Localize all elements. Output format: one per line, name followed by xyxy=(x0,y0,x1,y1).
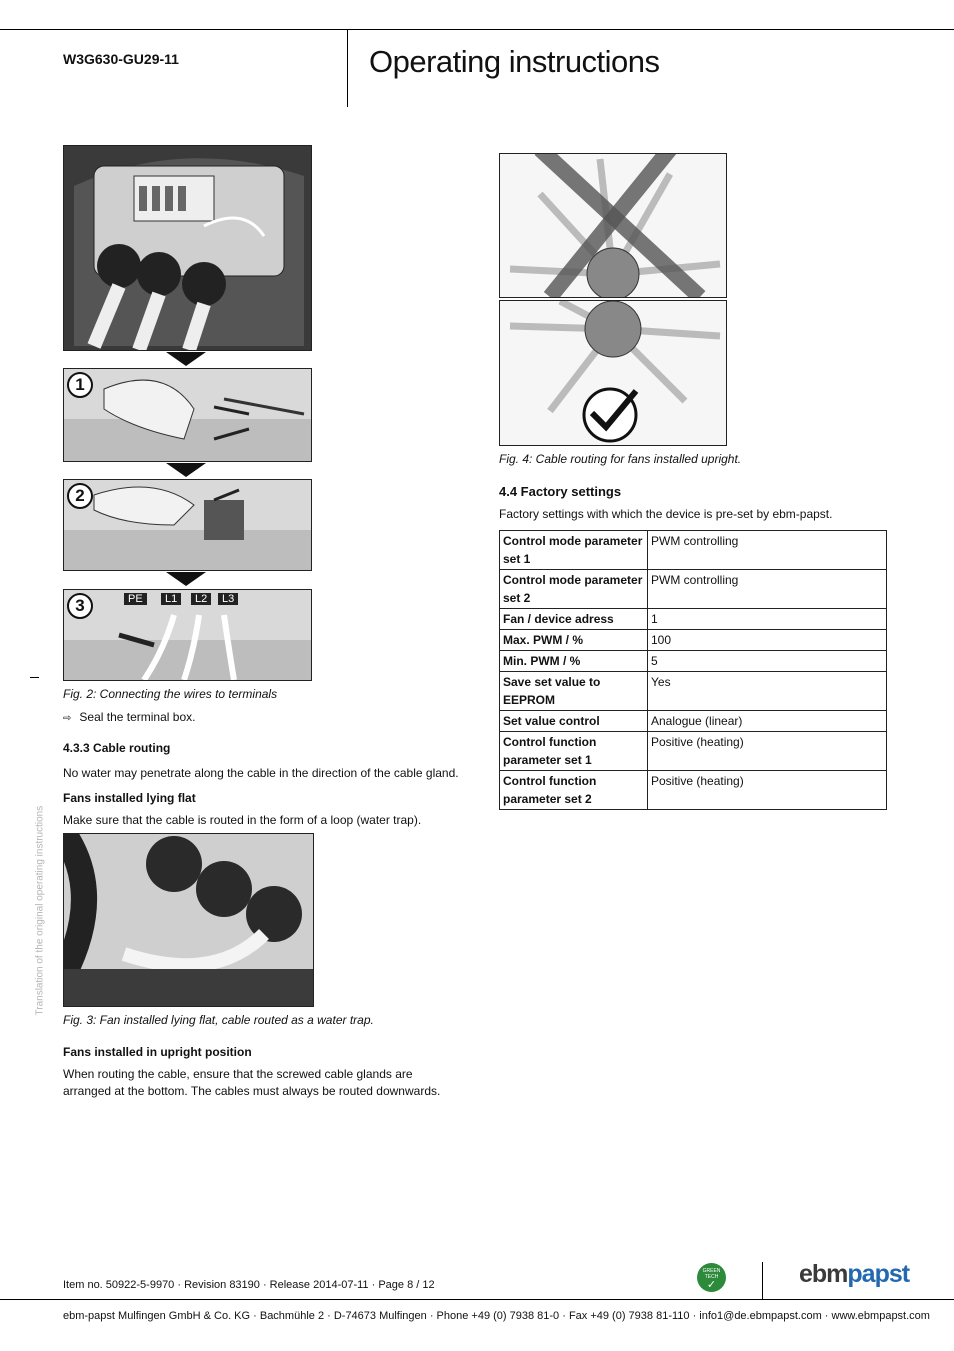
green-tech-label: GREEN TECH xyxy=(702,1268,721,1280)
setting-value: Yes xyxy=(648,672,887,711)
step-2-badge: 2 xyxy=(67,483,93,509)
table-row xyxy=(500,609,887,630)
seal-note xyxy=(63,709,195,727)
setting-key: Min. PWM / % xyxy=(500,651,648,672)
green-tech-badge-icon xyxy=(697,1263,726,1292)
fig2-step-2-panel xyxy=(63,479,312,571)
setting-value: 1 xyxy=(648,609,887,630)
setting-value: 100 xyxy=(648,630,887,651)
logo-papst: papst xyxy=(847,1260,910,1288)
arrow-down-icon xyxy=(166,352,206,366)
terminal-label-l1: L1 xyxy=(161,593,181,605)
factory-settings-text: Factory settings with which the device is pre-set by ebm-papst. xyxy=(499,507,833,521)
setting-key: Fan / device adress xyxy=(500,609,648,630)
upright-text: When routing the cable, ensure that the screwed cable glands are arranged at the bottom. The cables must always be routed downwards. xyxy=(63,1067,441,1098)
margin-tick xyxy=(30,677,39,678)
table-row xyxy=(500,711,887,732)
page-title: Operating instructions xyxy=(369,44,660,79)
header-top-rule xyxy=(0,29,954,30)
setting-key: Control mode parameter set 2 xyxy=(500,570,648,609)
ebmpapst-logo xyxy=(799,1260,909,1289)
model-number: W3G630-GU29-11 xyxy=(63,51,179,67)
logo-ebm: ebm xyxy=(799,1260,848,1288)
setting-key: Save set value to EEPROM xyxy=(500,672,648,711)
table-row xyxy=(500,651,887,672)
factory-settings-heading: 4.4 Factory settings xyxy=(499,484,622,499)
fig4-caption: Fig. 4: Cable routing for fans installed upright. xyxy=(499,452,742,466)
fig4-correct-routing-image xyxy=(499,300,727,446)
step-1-badge: 1 xyxy=(67,372,93,398)
setting-key: Control function parameter set 1 xyxy=(500,732,648,771)
sidebar-note: Translation of the original operating instructions xyxy=(34,805,46,1016)
setting-value: 5 xyxy=(648,651,887,672)
cable-routing-text: No water may penetrate along the cable in the direction of the cable gland. xyxy=(63,766,459,780)
terminal-label-pe: PE xyxy=(124,593,147,605)
table-row xyxy=(500,771,887,810)
terminal-label-l2: L2 xyxy=(191,593,211,605)
setting-key: Set value control xyxy=(500,711,648,732)
header-divider xyxy=(347,29,348,107)
seal-note-text: Seal the terminal box. xyxy=(79,710,196,724)
fig2-step-3-panel xyxy=(63,589,312,681)
arrow-right-icon: ⇨ xyxy=(63,713,72,724)
table-row xyxy=(500,732,887,771)
arrow-down-icon xyxy=(166,572,206,586)
factory-settings-table xyxy=(499,530,887,810)
fig4-wrong-routing-image xyxy=(499,153,727,298)
fig2-caption: Fig. 2: Connecting the wires to terminals xyxy=(63,687,278,701)
setting-key: Control function parameter set 2 xyxy=(500,771,648,810)
setting-value: PWM controlling xyxy=(648,570,887,609)
table-row xyxy=(500,630,887,651)
fig3-caption: Fig. 3: Fan installed lying flat, cable routed as a water trap. xyxy=(63,1013,374,1027)
cable-routing-heading: 4.3.3 Cable routing xyxy=(63,741,171,755)
setting-value: Positive (heating) xyxy=(648,732,887,771)
lying-flat-heading: Fans installed lying flat xyxy=(63,791,196,805)
arrow-down-icon xyxy=(166,463,206,477)
setting-value: Analogue (linear) xyxy=(648,711,887,732)
setting-value: Positive (heating) xyxy=(648,771,887,810)
terminal-label-l3: L3 xyxy=(218,593,238,605)
footer-rule xyxy=(0,1299,954,1300)
checkmark-icon: ✓ xyxy=(706,1279,717,1291)
table-row xyxy=(500,570,887,609)
table-row xyxy=(500,672,887,711)
setting-value: PWM controlling xyxy=(648,531,887,570)
item-info: Item no. 50922-5-9970 · Revision 83190 · Release 2014-07-11 · Page 8 / 12 xyxy=(63,1279,435,1291)
setting-key: Max. PWM / % xyxy=(500,630,648,651)
step-3-badge: 3 xyxy=(67,593,93,619)
logo-divider xyxy=(762,1262,763,1300)
setting-key: Control mode parameter set 1 xyxy=(500,531,648,570)
lying-flat-text: Make sure that the cable is routed in the form of a loop (water trap). xyxy=(63,813,422,827)
fig2-step-1-panel xyxy=(63,368,312,462)
table-row xyxy=(500,531,887,570)
upright-heading: Fans installed in upright position xyxy=(63,1045,252,1059)
company-contact: ebm-papst Mulfingen GmbH & Co. KG · Bachmühle 2 · D-74673 Mulfingen · Phone +49 (0) 7938 81-0 · Fax +49 (0) 7938 81-110 · info1@de.ebmpapst.com · www.ebmpapst.com xyxy=(63,1310,930,1322)
fig2-panel-terminal-box xyxy=(63,145,312,351)
fig3-water-trap-image xyxy=(63,833,314,1007)
